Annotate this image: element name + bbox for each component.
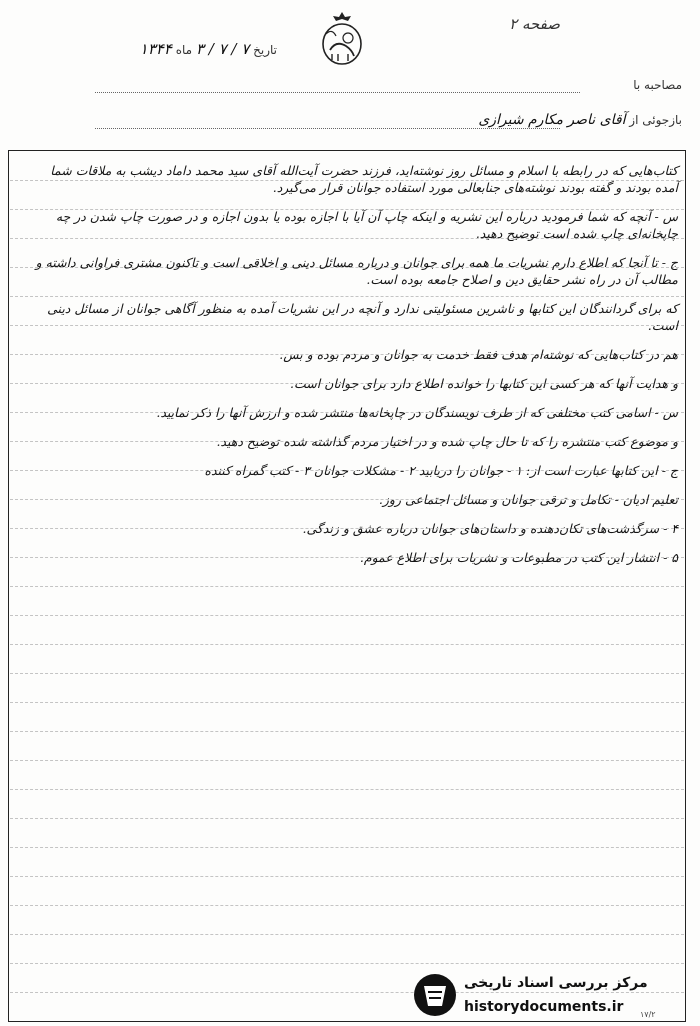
handwritten-paragraph: هم در کتاب‌هایی که نوشته‌ام هدف فقط خدمت به جوانان و مردم بوده و بس. [279, 347, 678, 362]
followup-rule [95, 128, 560, 129]
lion-and-sun-emblem-icon [318, 10, 366, 68]
ruled-line [10, 934, 684, 935]
ruled-line [10, 731, 684, 732]
handwritten-paragraph: کتاب‌هایی که در رابطه با اسلام و مسائل روز نوشته‌اید، فرزند حضرت آیت‌الله آقای سید محمد داماد دیشب به ملاقات شما آمده بودند و گفته بودند نوشته‌های جنابعالی مورد استفاده جوانان قرار می‌گیرد. [50, 163, 678, 195]
margin-note: ۱۷/۲ [640, 1010, 656, 1019]
handwritten-paragraph: س - آنچه که شما فرمودید درباره این نشریه و اینکه چاپ آن آیا با اجازه بوده یا بدون اجازه و در صورت چاپ شدن در چه چاپخانه‌ای چاپ شده است توضیح دهید. [55, 209, 678, 241]
month-label: ماه [175, 43, 193, 57]
ruled-line [10, 673, 684, 674]
handwritten-paragraph: ۵ - انتشار این کتب در مطبوعات و نشریات برای اطلاع عموم. [359, 550, 678, 565]
handwritten-paragraph: و هدایت آنها که هر کسی این کتابها را خوانده اطلاع دارد برای جوانان است. [290, 376, 678, 391]
date-line [22, 40, 277, 58]
ruled-line [10, 818, 684, 819]
handwritten-paragraph: تعلیم ادیان - تکامل و ترقی جوانان و مسائل اجتماعی روز. [378, 492, 678, 507]
date-label: تاریخ [253, 43, 277, 57]
handwritten-body [28, 162, 678, 578]
interview-line [633, 78, 682, 92]
handwritten-paragraph: ج - این کتابها عبارت است از: ۱ - جوانان را دریابید ۲ - مشکلات جوانان ۳ - کتب گمراه کننده [204, 463, 678, 478]
ruled-line [10, 789, 684, 790]
ruled-line [10, 586, 684, 587]
handwritten-paragraph: ۴ - سرگذشت‌های تکان‌دهنده و داستان‌های جوانان درباره عشق و زندگی. [302, 521, 678, 536]
archive-url: historydocuments.ir [464, 999, 624, 1015]
year-value: ۱۳۴۴ [139, 40, 172, 58]
ruled-line [10, 963, 684, 964]
followup-label: بازجوئی از [629, 113, 682, 127]
handwritten-paragraph: س - اسامی کتب مختلفی که از طرف نویسندگان در چاپخانه‌ها منتشر شده و ارزش آنها را ذکر نمایید. [156, 405, 678, 420]
ruled-line [10, 905, 684, 906]
ruled-line [10, 760, 684, 761]
page-label: صفحه ۲ [509, 15, 560, 33]
interview-label: مصاحبه با [633, 78, 682, 92]
archive-title: مرکز بررسی اسناد تاریخی [464, 975, 648, 991]
date-value: ۷ / ۷ / ۳ [195, 40, 250, 58]
interview-rule [95, 92, 580, 93]
ruled-line [10, 876, 684, 877]
handwritten-paragraph: ج - تا آنجا که اطلاع دارم نشریات ما همه برای جوانان و درباره مسائل دینی و اخلاقی است و تاکنون مشتری فراوانی داشته و مطالب آن در راه نشر حقایق دین و اصلاح جامعه بوده است. [35, 255, 678, 287]
ruled-line [10, 847, 684, 848]
page-number [509, 15, 560, 33]
followup-line [478, 112, 682, 128]
ruled-line [10, 644, 684, 645]
handwritten-paragraph: و موضوع کتب منتشره را که تا حال چاپ شده و در اختیار مردم گذاشته شده توضیح دهید. [216, 434, 678, 449]
archive-logo-icon [412, 972, 458, 1018]
handwritten-paragraph: که برای گردانندگان این کتابها و ناشرین مسئولیتی ندارد و آنچه در این نشریات آمده به منظور آگاهی جوانان از مسائل دینی است. [47, 301, 678, 333]
ruled-line [10, 615, 684, 616]
ruled-line [10, 702, 684, 703]
followup-value: آقای ناصر مکارم شیرازی [478, 112, 626, 128]
